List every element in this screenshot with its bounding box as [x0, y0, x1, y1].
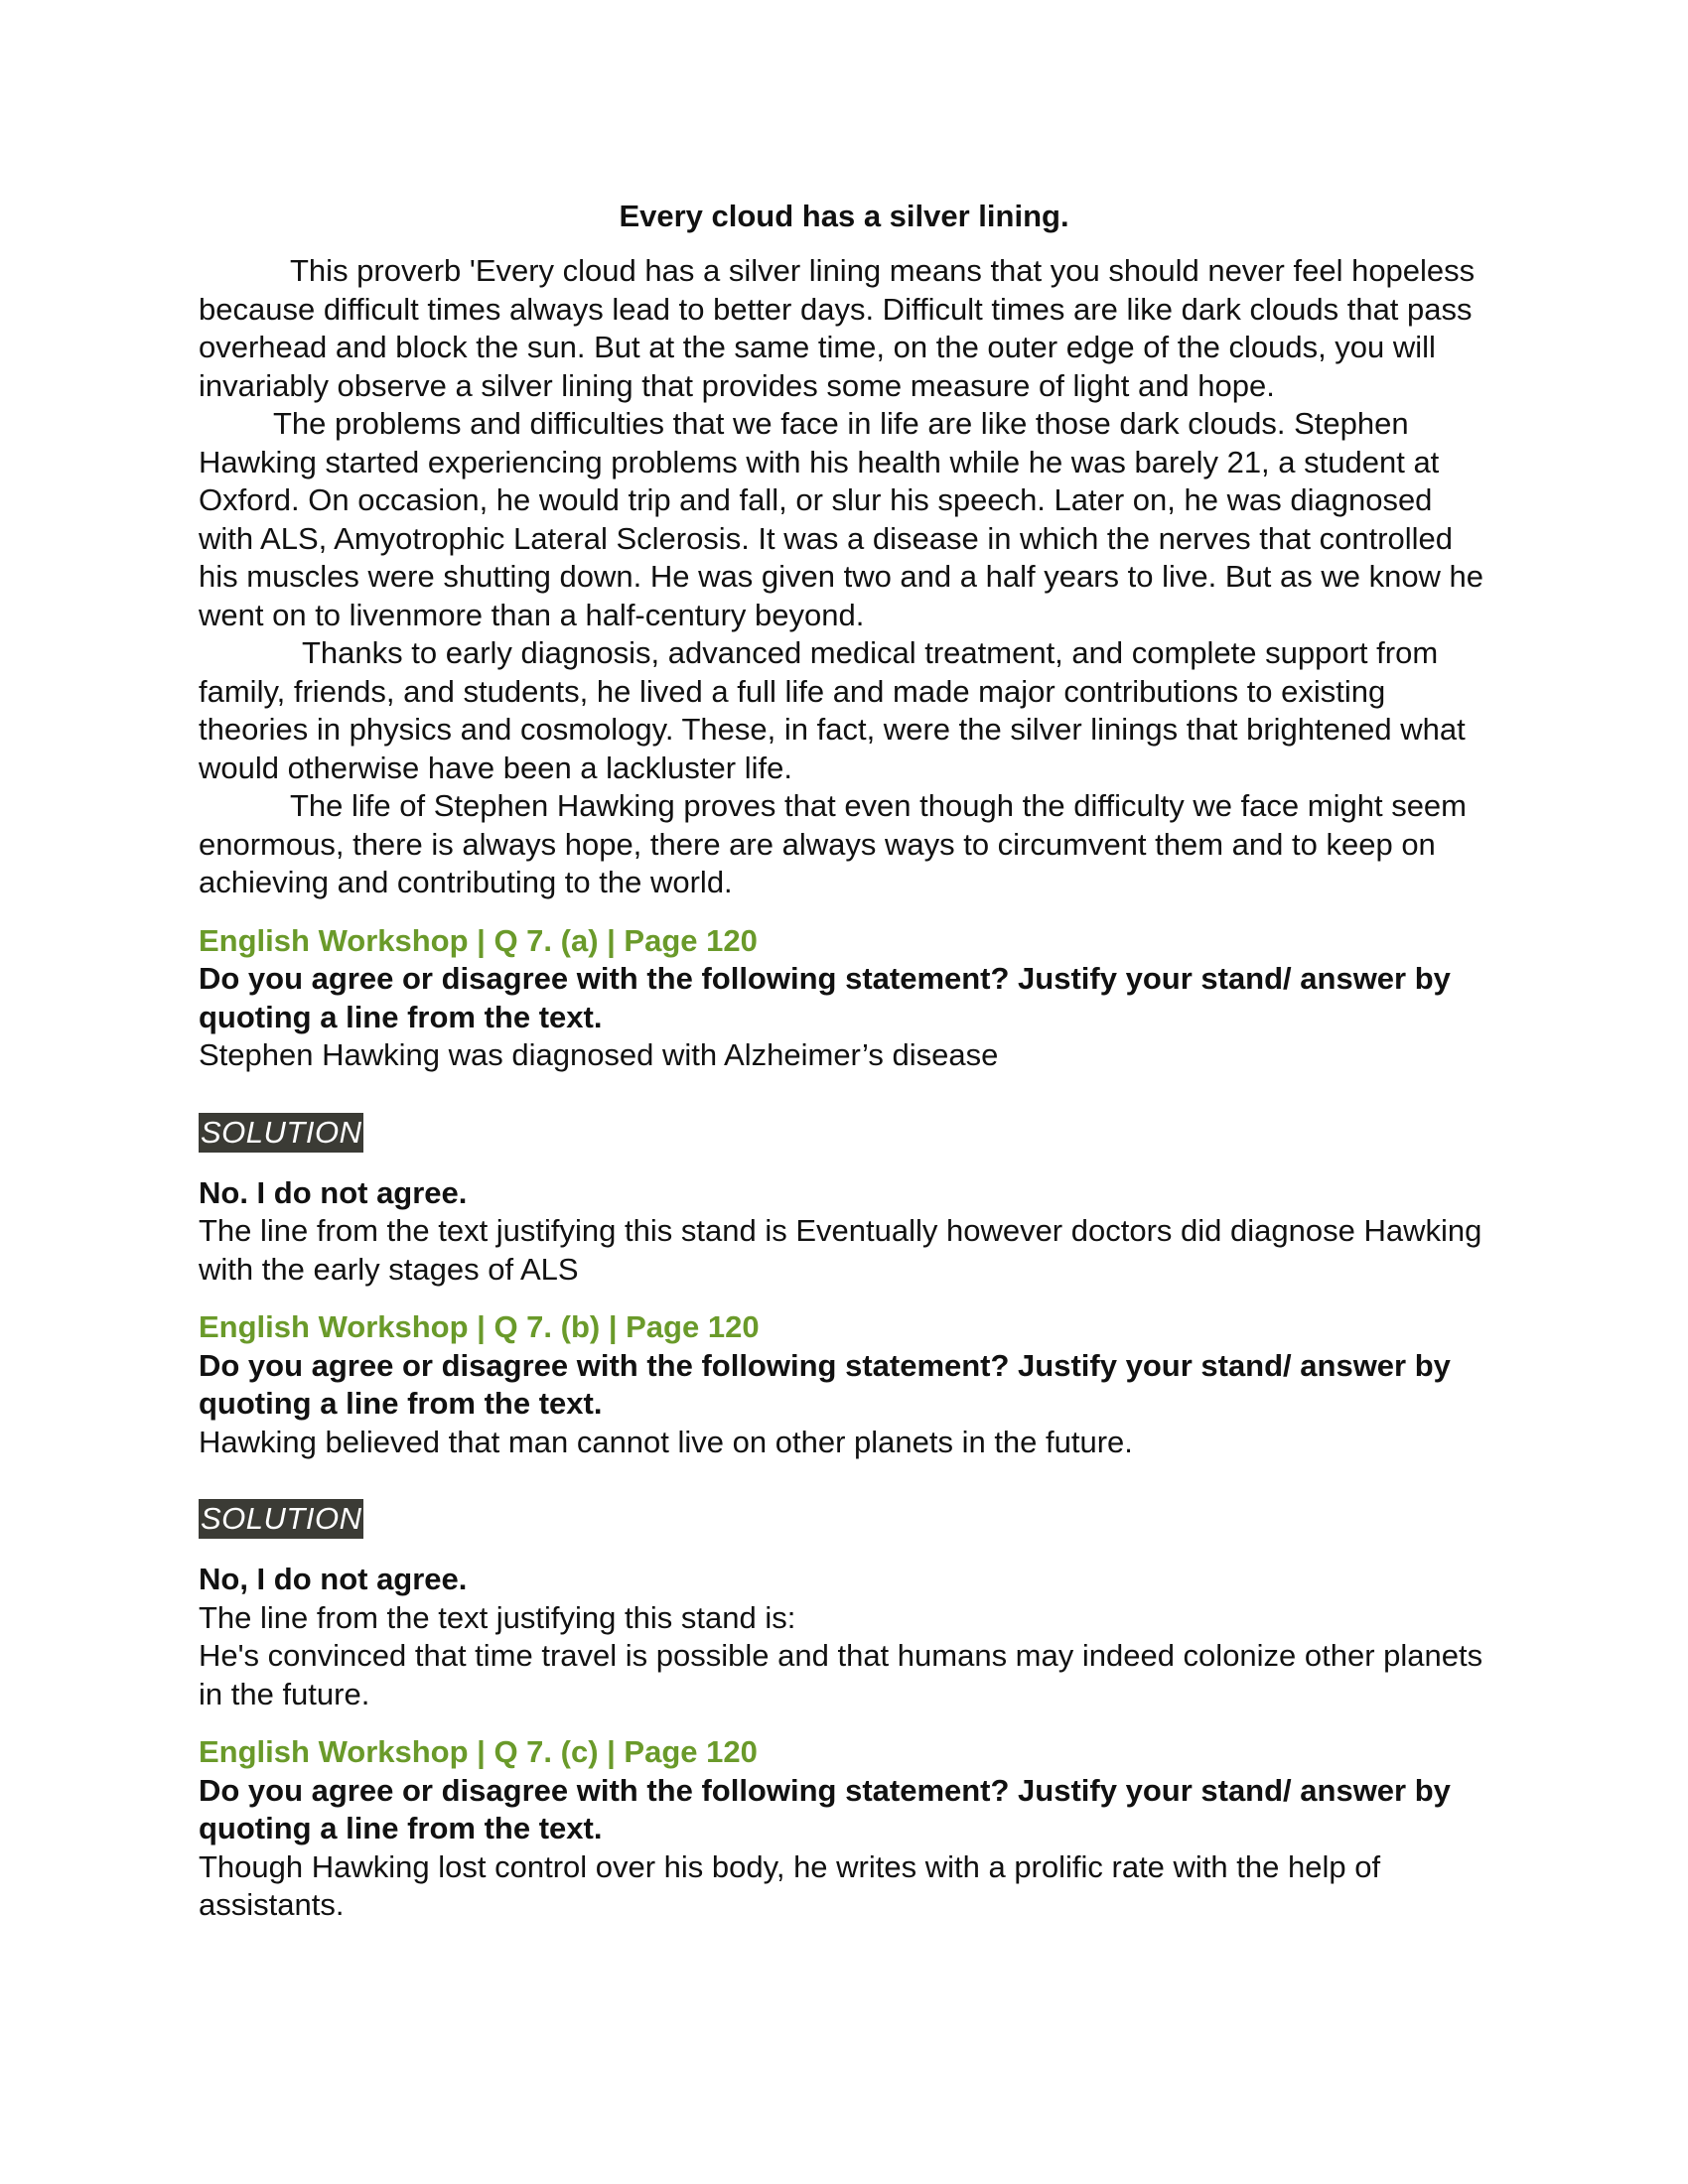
question-prompt: Do you agree or disagree with the following statement? Justify your stand/ answer by quoting a line from the text. [199, 961, 1451, 1034]
answer-verdict: No. I do not agree. [199, 1174, 468, 1210]
solution-label-wrap [199, 1499, 1489, 1541]
answer-line: He's convinced that time travel is possible and that humans may indeed colonize other planets in the future. [199, 1638, 1483, 1711]
essay-paragraph-4: The life of Stephen Hawking proves that even though the difficulty we face might seem enormous, there is always hope, there are always ways to circumvent them and to keep on achieving and contributing to the world. [199, 788, 1467, 899]
answer-line: The line from the text justifying this stand is: [199, 1599, 796, 1635]
question-block-a [199, 922, 1489, 1290]
essay [199, 252, 1489, 902]
essay-paragraph-1: This proverb 'Every cloud has a silver lining means that you should never feel hopeless because difficult times always lead to better days. Difficult times are like dark clouds that pass overhead and block the sun. But at the same time, on the outer edge of the clouds, you will invariably observe a silver lining that provides some measure of light and hope. [199, 253, 1476, 403]
question-prompt: Do you agree or disagree with the following statement? Justify your stand/ answer by quoting a line from the text. [199, 1347, 1451, 1421]
question-block-b [199, 1308, 1489, 1713]
essay-paragraph-2: The problems and difficulties that we face in life are like those dark clouds. Stephen Hawking started experiencing problems with his health while he was barely 21, a student at Oxford. On occasion, he would trip and fall, or slur his speech. Later on, he was diagnosed with ALS, Amyotrophic Lateral Sclerosis. It was a disease in which the nerves that controlled his muscles were shutting down. He was given two and a half years to live. But as we know he went on to livenmore than a half-century beyond. [199, 406, 1484, 632]
page-title: Every cloud has a silver lining. [619, 199, 1069, 233]
question-statement: Though Hawking lost control over his body, he writes with a prolific rate with the help of assistants. [199, 1848, 1381, 1922]
answer-line: The line from the text justifying this stand is Eventually however doctors did diagnose Hawking with the early stages of ALS [199, 1213, 1482, 1287]
solution-label-wrap [199, 1113, 1489, 1155]
essay-paragraph-3: Thanks to early diagnosis, advanced medical treatment, and complete support from family, friends, and students, he lived a full life and made major contributions to existing theories in physics and cosmology. These, in fact, were the silver linings that brightened what would otherwise have been a lackluster life. [199, 635, 1466, 785]
solution-badge: SOLUTION [199, 1499, 363, 1539]
solution-badge: SOLUTION [199, 1113, 363, 1153]
question-statement: Stephen Hawking was diagnosed with Alzheimer’s disease [199, 1037, 999, 1072]
answer-verdict: No, I do not agree. [199, 1562, 468, 1596]
question-prompt: Do you agree or disagree with the following statement? Justify your stand/ answer by quoting a line from the text. [199, 1772, 1451, 1845]
question-heading[interactable]: English Workshop | Q 7. (c) | Page 120 [199, 1734, 758, 1769]
question-heading[interactable]: English Workshop | Q 7. (b) | Page 120 [199, 1309, 760, 1344]
question-statement: Hawking believed that man cannot live on other planets in the future. [199, 1424, 1133, 1459]
question-block-c [199, 1733, 1489, 1925]
question-heading[interactable]: English Workshop | Q 7. (a) | Page 120 [199, 922, 758, 958]
